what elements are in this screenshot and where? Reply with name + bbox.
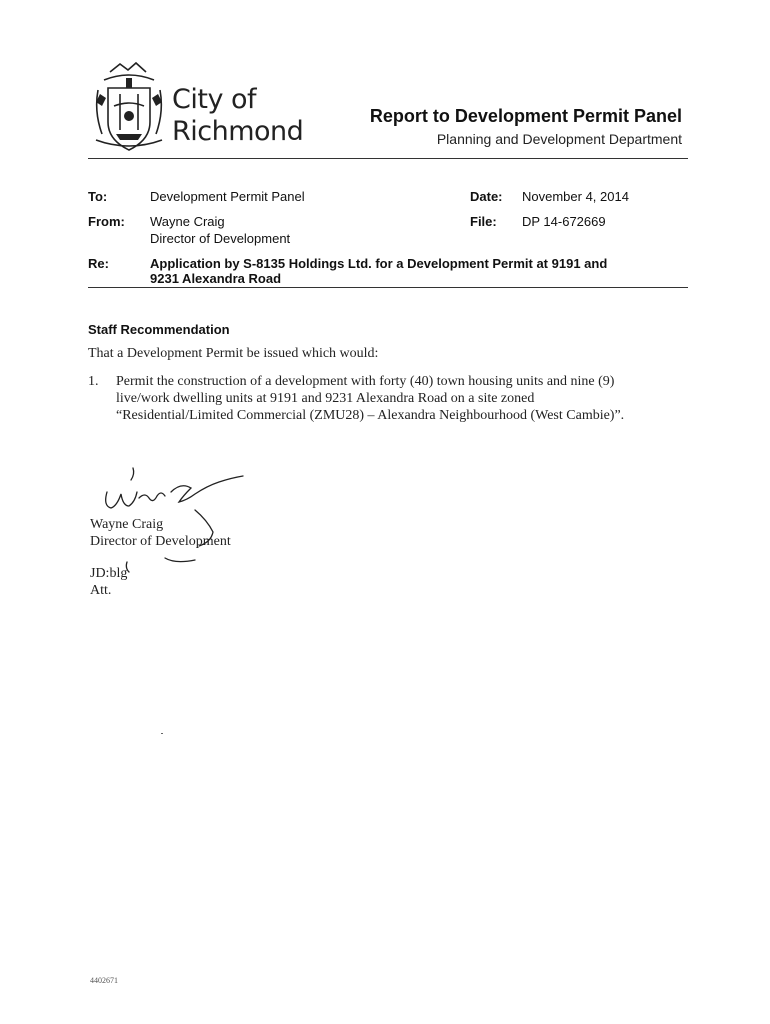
item-line-2: live/work dwelling units at 9191 and 9231 Alexandra Road on a site zoned [116, 391, 535, 406]
report-title: Report to Development Permit Panel [369, 106, 682, 126]
department-name: Planning and Development Department [436, 131, 682, 147]
date-value: November 4, 2014 [522, 189, 629, 204]
from-name: Wayne Craig [150, 214, 225, 229]
typist-initials: JD:blg [90, 566, 128, 581]
scan-speck [161, 733, 163, 734]
logo-line-city-of: City of [172, 84, 257, 115]
re-line-1: Application by S-8135 Holdings Ltd. for a Development Permit at 9191 and [150, 256, 608, 271]
item-text [116, 373, 686, 424]
document-number: 4402671 [90, 976, 118, 985]
signatory-title: Director of Development [90, 534, 231, 549]
to-label: To: [88, 189, 108, 204]
file-value: DP 14-672669 [522, 214, 606, 229]
re-line-2: 9231 Alexandra Road [150, 271, 282, 286]
attachment-note: Att. [90, 583, 112, 598]
city-logo-text [172, 84, 303, 148]
memo-divider [88, 287, 688, 288]
from-label: From: [88, 214, 125, 229]
section-heading: Staff Recommendation [88, 322, 230, 337]
file-label: File: [470, 214, 497, 229]
to-value: Development Permit Panel [150, 189, 305, 204]
header-divider [88, 158, 688, 159]
item-line-3: “Residential/Limited Commercial (ZMU28) – Alexandra Neighbourhood (West Cambie)”. [116, 408, 625, 423]
signatory-block [90, 516, 231, 550]
date-label: Date: [470, 189, 503, 204]
initials-block [90, 565, 127, 599]
city-crest-icon [90, 60, 168, 156]
item-line-1: Permit the construction of a development with forty (40) town housing units and nine (9) [116, 374, 615, 389]
from-title: Director of Development [150, 231, 291, 246]
item-number: 1. [88, 374, 99, 389]
signatory-name: Wayne Craig [90, 517, 164, 532]
logo-line-richmond: Richmond [172, 116, 304, 147]
intro-paragraph: That a Development Permit be issued which would: [88, 346, 379, 361]
re-subject [150, 256, 670, 286]
re-label: Re: [88, 256, 109, 271]
